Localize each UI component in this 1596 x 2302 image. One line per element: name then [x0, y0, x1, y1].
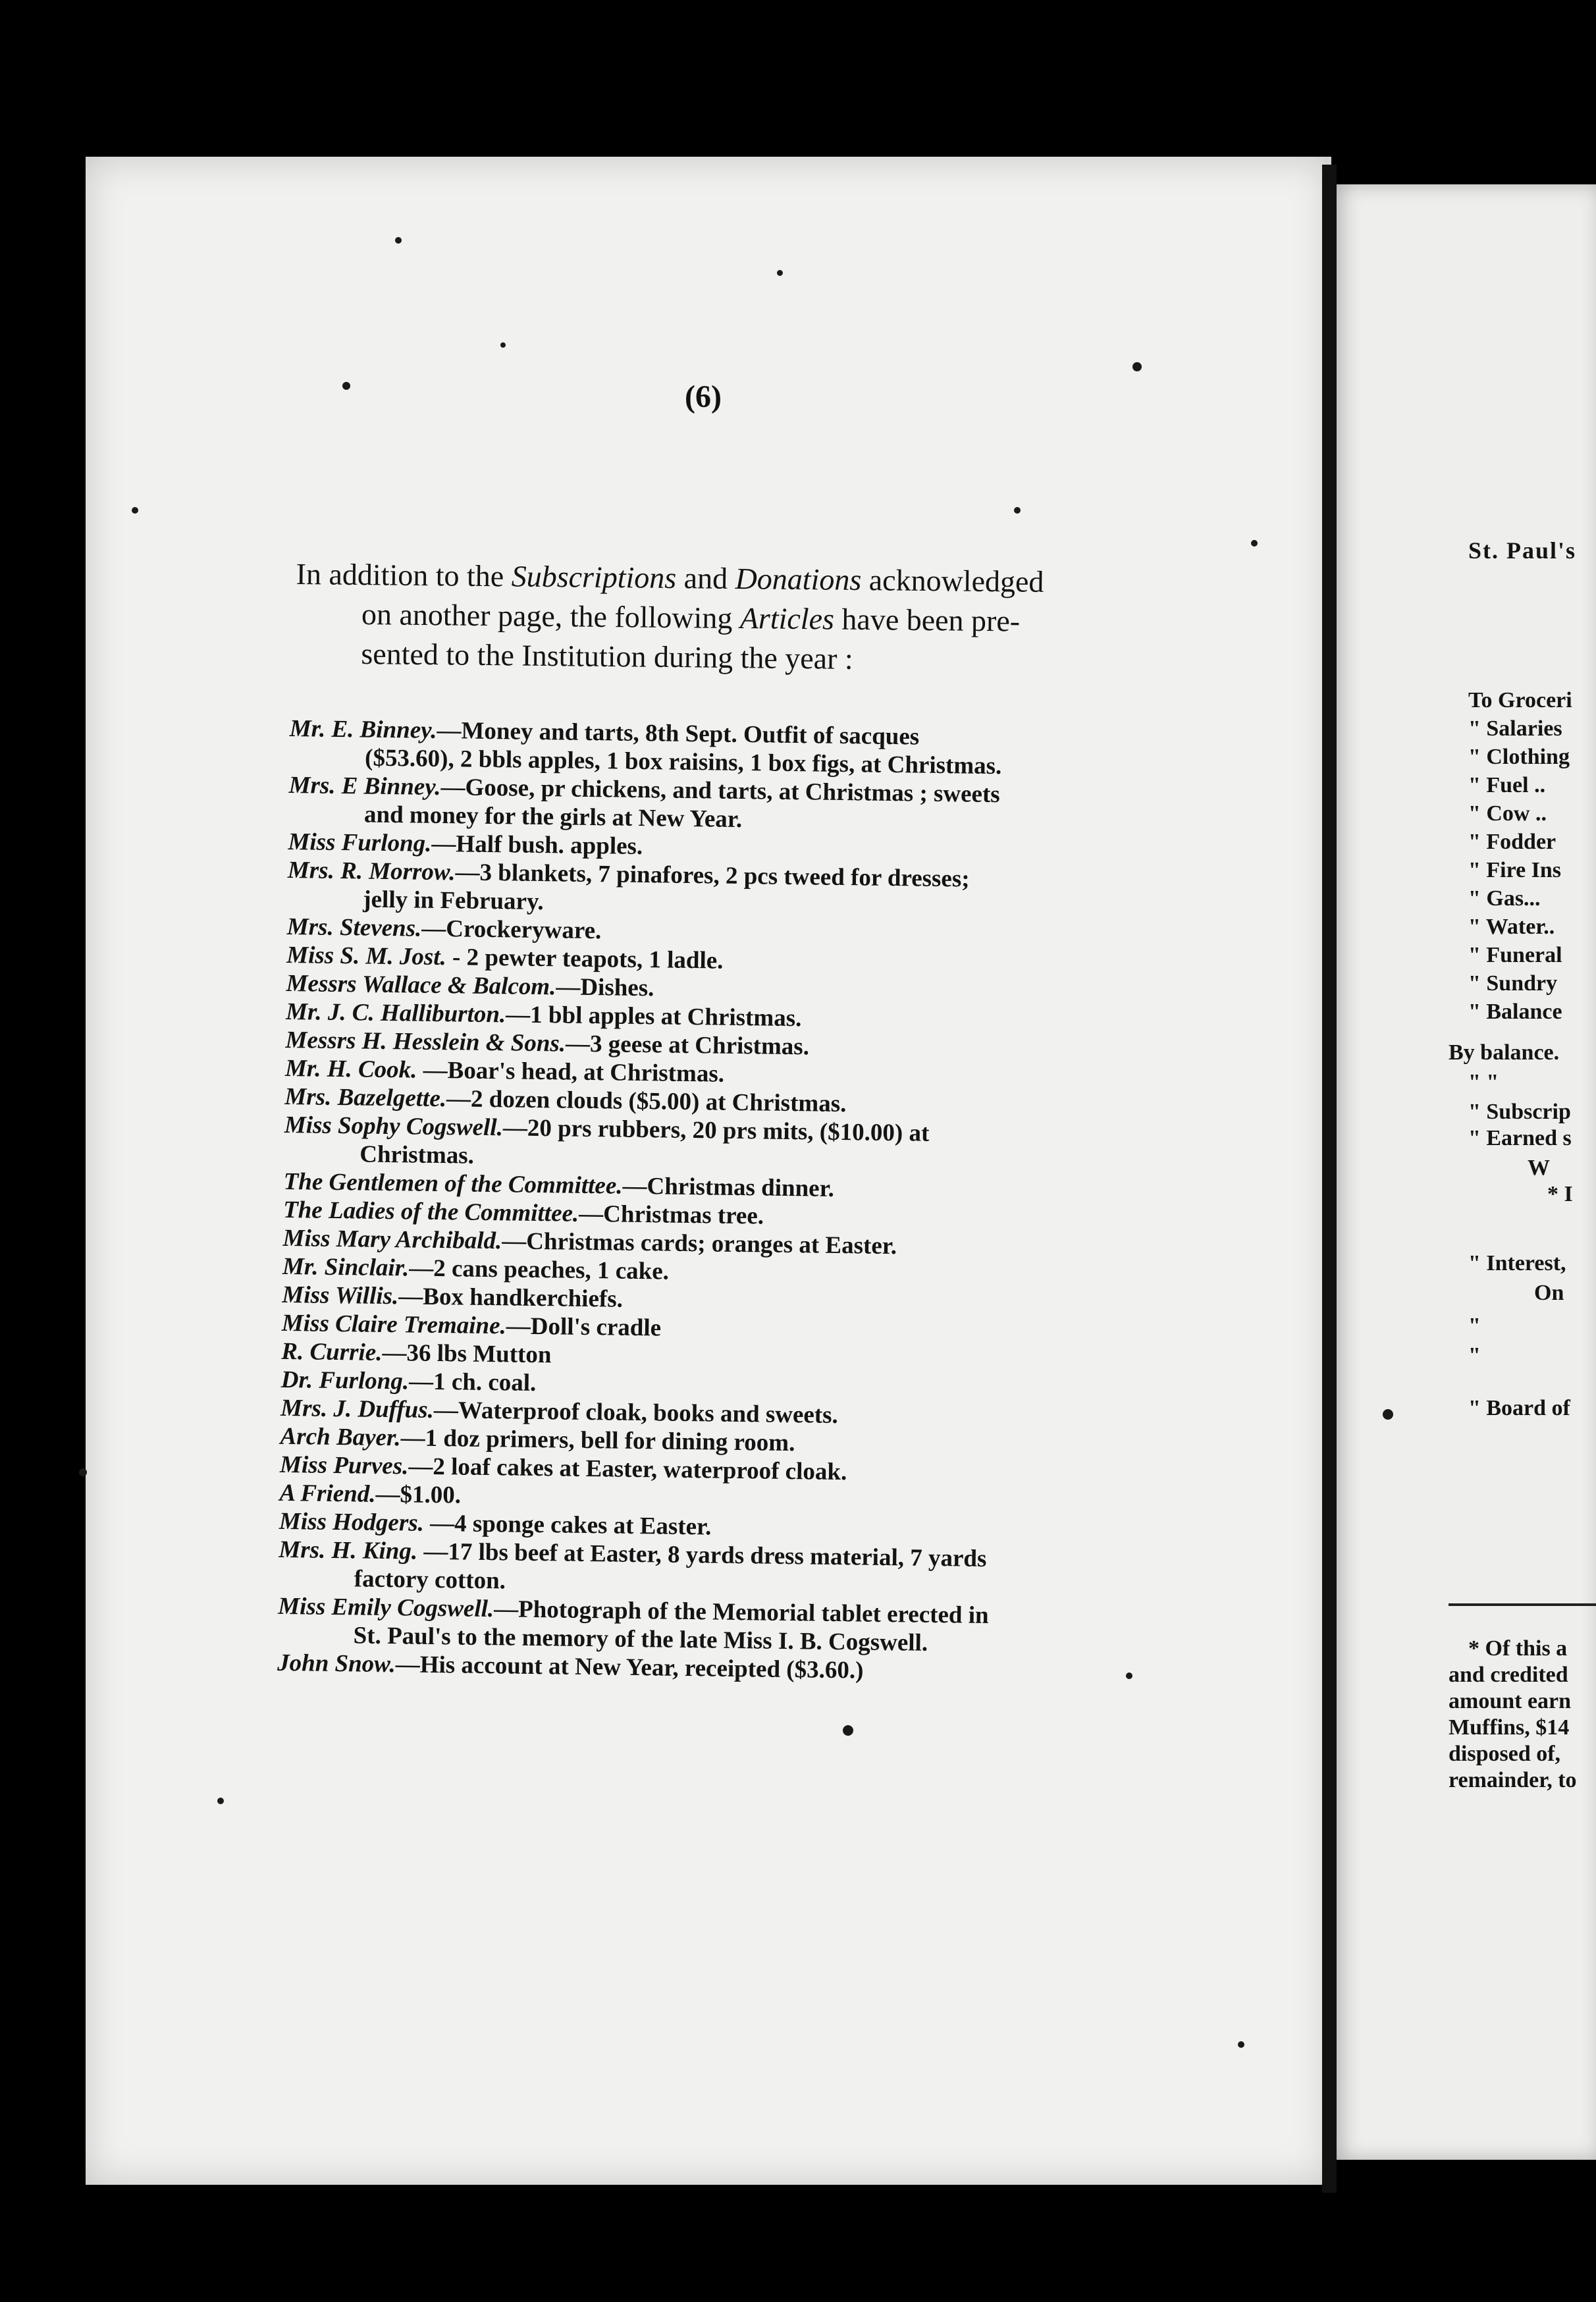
donor-name: Miss Willis. — [282, 1281, 399, 1310]
ledger-line: " Balance — [1468, 1000, 1562, 1024]
donor-name: Miss Sophy Cogswell. — [284, 1111, 504, 1142]
ledger-rule — [1449, 1603, 1596, 1606]
scan-speck — [1383, 1409, 1393, 1420]
donation-text: —3 geese at Christmas. — [565, 1030, 810, 1061]
right-page — [1337, 184, 1596, 2160]
donor-name: Miss Furlong. — [288, 828, 432, 857]
ledger-line: " — [1468, 1314, 1481, 1338]
donor-name: Mrs. Stevens. — [286, 913, 422, 942]
donation-text: —Box handkerchiefs. — [398, 1283, 624, 1313]
ledger-line: By balance. — [1449, 1040, 1560, 1065]
ledger-line: " — [1468, 1343, 1481, 1368]
donation-text: —Photograph of the Memorial tablet erected in — [493, 1595, 989, 1630]
donation-text: —His account at New Year, receipted ($3.60.) — [395, 1651, 864, 1684]
donor-name: John Snow. — [277, 1649, 396, 1678]
donor-name: Miss S. M. Jost. — [286, 941, 447, 971]
donor-name: Mrs. Bazelgette. — [284, 1083, 447, 1113]
donor-name: Miss Hodgers. — [279, 1507, 425, 1537]
donation-text: —1 doz primers, bell for dining room. — [400, 1424, 795, 1457]
scan-speck — [132, 507, 138, 514]
donation-text: —Half bush. apples. — [431, 830, 643, 861]
ledger-line: " Fodder — [1468, 830, 1556, 854]
donation-text: —1 ch. coal. — [408, 1368, 537, 1397]
donation-text: —$1.00. — [375, 1480, 462, 1509]
donation-continuation: ($53.60), 2 bbls apples, 1 box raisins, 1 box figs, at Christmas. — [364, 744, 1002, 780]
donor-name: Miss Purves. — [279, 1451, 409, 1480]
ledger-line: To Groceri — [1468, 688, 1572, 712]
donor-list — [277, 714, 1165, 1688]
donation-text: —Christmas tree. — [578, 1200, 764, 1230]
scan-speck — [395, 237, 402, 244]
ledger-line: " Earned s — [1468, 1126, 1572, 1150]
donor-name: The Ladies of the Committee. — [282, 1196, 579, 1227]
donor-name: Messrs Wallace & Balcom. — [286, 969, 556, 1001]
ledger-line: " Board of — [1468, 1396, 1570, 1420]
scan-speck — [1014, 507, 1021, 514]
donation-text: —1 bbl apples at Christmas. — [505, 1001, 802, 1032]
donation-text: —Christmas cards; oranges at Easter. — [502, 1227, 897, 1260]
scan-speck — [1251, 540, 1258, 547]
donation-continuation: and money for the girls at New Year. — [363, 801, 743, 834]
footnote-line: * Of this a — [1468, 1636, 1568, 1661]
donation-continuation: factory cotton. — [354, 1565, 506, 1595]
intro-text: have been pre- — [834, 602, 1021, 638]
donation-text: —36 lbs Mutton — [382, 1339, 552, 1369]
footnote-line: Muffins, $14 — [1449, 1715, 1570, 1740]
donor-name: Miss Emily Cogswell. — [278, 1592, 494, 1623]
donor-name: Mrs. E Binney. — [288, 771, 441, 801]
donation-continuation: St. Paul's to the memory of the late Miss I. B. Cogswell. — [353, 1622, 928, 1657]
right-page-title: St. Paul's — [1468, 537, 1577, 564]
donation-text: —Boar's head, at Christmas. — [417, 1056, 725, 1088]
ledger-line: " Cow .. — [1468, 801, 1547, 826]
donation-text: —Dishes. — [556, 973, 654, 1002]
donor-name: Miss Claire Tremaine. — [281, 1309, 507, 1340]
ledger-line: " Gas... — [1468, 886, 1541, 911]
scan-speck — [843, 1725, 853, 1736]
donation-text: —2 cans peaches, 1 cake. — [409, 1254, 670, 1285]
ledger-line: " Funeral — [1468, 943, 1562, 967]
ledger-line: " Salaries — [1468, 716, 1562, 741]
scan-speck — [1132, 362, 1142, 371]
footnote-line: remainder, to — [1449, 1768, 1577, 1792]
donation-continuation: Christmas. — [359, 1140, 475, 1169]
donation-text: - 2 pewter teapots, 1 ladle. — [446, 944, 724, 975]
scan-speck — [500, 342, 506, 348]
scan-speck — [777, 270, 783, 276]
scan-speck — [1126, 1673, 1132, 1679]
ledger-line: W — [1528, 1156, 1550, 1180]
donor-name: Mr. E. Binney. — [289, 714, 437, 744]
scan-speck — [1238, 2041, 1244, 2048]
scan-speck — [342, 382, 350, 390]
intro-text: and — [676, 561, 735, 595]
donor-name: A Friend. — [279, 1479, 376, 1508]
intro-articles: Articles — [739, 601, 835, 636]
page-number: (6) — [685, 379, 722, 414]
donor-name: Mr. H. Cook. — [284, 1054, 417, 1084]
donor-name: Arch Bayer. — [280, 1422, 401, 1452]
ledger-line: " Sundry — [1468, 971, 1558, 996]
donation-text: —20 prs rubbers, 20 prs mits, ($10.00) at — [502, 1114, 930, 1147]
ledger-line: * I — [1547, 1182, 1573, 1206]
donor-name: Messrs H. Hesslein & Sons. — [285, 1026, 566, 1057]
intro-text: on another page, the following — [361, 597, 741, 635]
donation-text: —Money and tarts, 8th Sept. Outfit of sacques — [437, 716, 920, 751]
donor-name: Mr. Sinclair. — [282, 1252, 410, 1282]
page-gutter — [1322, 165, 1337, 2193]
ledger-line: " Water.. — [1468, 915, 1555, 939]
donation-text: —Waterproof cloak, books and sweets. — [433, 1396, 839, 1429]
donor-name: Mrs. R. Morrow. — [287, 856, 456, 886]
donation-text: —Crockeryware. — [421, 915, 602, 945]
ledger-line: " " — [1468, 1070, 1499, 1094]
donation-text: —Doll's cradle — [506, 1312, 662, 1342]
donor-name: The Gentlemen of the Committee. — [283, 1167, 623, 1200]
ledger-line: " Fire Ins — [1468, 858, 1562, 882]
donor-name: Mrs. J. Duffus. — [280, 1394, 435, 1424]
donor-name: Dr. Furlong. — [280, 1366, 410, 1395]
intro-paragraph — [295, 554, 1159, 682]
ledger-line: " Subscrip — [1468, 1100, 1571, 1124]
donor-name: Mr. J. C. Halliburton. — [285, 998, 506, 1029]
intro-line-3: sented to the Institution during the year : — [361, 637, 853, 676]
ledger-line: " Fuel .. — [1468, 773, 1546, 797]
ledger-line: " Clothing — [1468, 745, 1570, 769]
scan-speck — [79, 1468, 87, 1476]
donor-name: Mrs. H. King. — [279, 1536, 418, 1565]
footnote-line: amount earn — [1449, 1689, 1572, 1713]
ledger-line: " Interest, — [1468, 1251, 1566, 1275]
donation-text: —2 dozen clouds ($5.00) at Christmas. — [446, 1085, 847, 1118]
donation-text: —Goose, pr chickens, and tarts, at Christmas ; sweets — [440, 774, 1000, 809]
donor-name: Miss Mary Archibald. — [282, 1224, 502, 1255]
donation-text: —2 loaf cakes at Easter, waterproof cloak. — [408, 1453, 847, 1486]
intro-text: acknowledged — [861, 562, 1044, 599]
donation-text: —Christmas dinner. — [622, 1172, 835, 1202]
intro-text: In addition to the — [296, 556, 512, 593]
donor-name: R. Currie. — [281, 1337, 383, 1366]
donation-text: —4 sponge cakes at Easter. — [423, 1509, 712, 1541]
donation-text: —17 lbs beef at Easter, 8 yards dress material, 7 yards — [417, 1538, 987, 1572]
footnote-line: and credited — [1449, 1663, 1568, 1687]
ledger-line: On — [1534, 1281, 1564, 1305]
intro-subscriptions: Subscriptions — [511, 559, 677, 595]
intro-donations: Donations — [735, 561, 862, 597]
footnote-line: disposed of, — [1449, 1742, 1561, 1766]
scan-speck — [217, 1798, 224, 1804]
donation-continuation: jelly in February. — [363, 886, 544, 916]
donation-text: —3 blankets, 7 pinafores, 2 pcs tweed for dresses; — [455, 859, 970, 893]
